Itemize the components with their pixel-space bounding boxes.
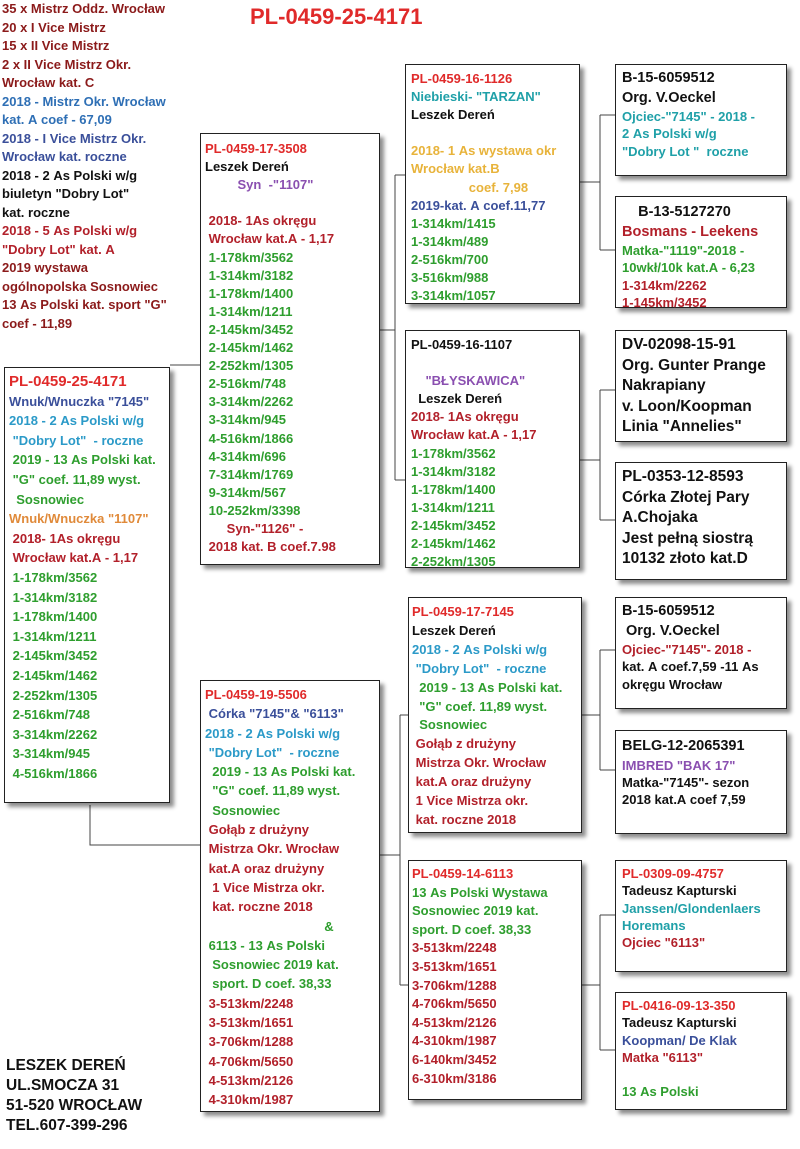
text-line: PL-0309-09-4757 (622, 866, 724, 881)
text-line: 2018 - 2 As Polski w/g (9, 413, 145, 429)
text-line: Wrocław kat.A - 1,17 (205, 231, 335, 247)
text-line: 3-314km/2262 (9, 726, 98, 742)
text-line: 2 As Polski w/g (622, 126, 717, 142)
text-line: Gołąb z drużyny (205, 822, 310, 838)
text-line: PL-0459-16-1126 (411, 71, 513, 86)
pedigree-box-mmf (615, 860, 787, 972)
text-line: 2-145km/3452 (205, 321, 294, 337)
text-line: Ojciec-"7145" - 2018 - (622, 109, 756, 124)
text-line: Leszek Dereń (411, 107, 495, 123)
text-line: 6113 - 13 As Polski (205, 937, 325, 953)
text-line: 3-314km/2262 (205, 394, 294, 410)
pedigree-box-fmf (615, 330, 787, 442)
text-line: 7-314km/1769 (205, 466, 294, 482)
text-line: ogólnopolska Sosnowiec (2, 278, 159, 294)
text-line: "Dobry Lot" - roczne (9, 432, 144, 448)
text-line: kat. roczne 2018 (412, 811, 517, 827)
text-line (622, 1066, 780, 1083)
text-line: 3-516km/988 (411, 270, 489, 286)
text-line: 1-314km/3182 (9, 589, 98, 605)
text-line: 1-178km/3562 (205, 249, 294, 265)
text-line: Mistrza Okr. Wrocław (412, 755, 547, 771)
text-line: 4-513km/2126 (205, 1072, 294, 1088)
text-line: 4-516km/1866 (205, 430, 294, 446)
text-line: PL-0459-17-7145 (412, 604, 514, 619)
text-line: Wnuk/Wnuczka "7145" (9, 393, 150, 409)
pedigree-box-subject (4, 367, 170, 803)
text-line: B-15-6059512 (622, 70, 715, 86)
text-line: coef - 11,89 (2, 315, 73, 331)
text-line: Jest pełną siostrą (622, 529, 753, 547)
text-line: 3-706km/1288 (205, 1034, 294, 1050)
breeder-city: 51-520 WROCŁAW (6, 1097, 143, 1114)
text-line: "G" coef. 11,89 wyst. (9, 471, 141, 487)
text-line: Sosnowiec 2019 kat. (205, 957, 339, 973)
text-line: kat. A coef - 67,09 (2, 112, 112, 127)
text-line: B-13-5127270 (622, 204, 731, 220)
text-line: Niebieski- "TARZAN" (411, 89, 541, 105)
text-line: & (205, 918, 334, 934)
text-line: 2018 - 2 As Polski w/g (412, 641, 548, 657)
text-line: A.Chojaka (622, 509, 698, 526)
text-line: 3-314km/945 (9, 746, 90, 762)
text-line: Córka "7145"& "6113" (205, 706, 344, 722)
breeder-street: UL.SMOCZA 31 (6, 1077, 120, 1094)
text-line: 4-310km/1987 (412, 1033, 497, 1049)
breeder-contact (6, 1056, 142, 1136)
pedigree-box-mother (200, 680, 380, 1112)
text-line: 3-314km/945 (205, 412, 286, 428)
text-line: 2018 - Mistrz Okr. Wrocław (2, 93, 166, 109)
text-line: 2-145km/1462 (205, 340, 294, 356)
text-line: DV-02098-15-91 (622, 336, 736, 353)
text-line: sport. D coef. 38,33 (205, 976, 332, 992)
text-line: PL-0416-09-13-350 (622, 998, 736, 1013)
text-line: 15 x II Vice Mistrz (2, 38, 110, 53)
text-line: "BŁYSKAWICA" (411, 373, 526, 389)
text-line: 2-516km/748 (205, 376, 286, 392)
text-line: Matka-"7145"- sezon (622, 774, 750, 790)
text-line: Wrocław kat.A - 1,17 (411, 427, 537, 443)
text-line: biuletyn "Dobry Lot" (2, 186, 130, 201)
text-line: Ojciec-"7145"- 2018 - (622, 642, 752, 657)
page-title: PL-0459-25-4171 (250, 4, 423, 29)
text-line: 2-252km/1305 (205, 358, 294, 374)
text-line: v. Loon/Koopman (622, 397, 752, 415)
text-line: 2018- 1As okręgu (411, 409, 519, 425)
text-line: "Dobry Lot " roczne (622, 143, 749, 159)
text-line: 6-140km/3452 (412, 1051, 497, 1067)
text-line: Leszek Dereń (411, 391, 503, 407)
breeder-name: LESZEK DEREŃ (6, 1057, 126, 1074)
text-line: Wrocław kat. roczne (2, 149, 127, 164)
text-line: 2 x II Vice Mistrz Okr. (2, 56, 132, 72)
text-line: Ojciec "6113" (622, 935, 706, 951)
pedigree-box-mff (615, 597, 787, 709)
text-line: 2-145km/1462 (9, 667, 98, 683)
pedigree-box-fmm (615, 462, 787, 580)
text-line: 1-314km/1211 (411, 499, 495, 515)
text-line: 2019 - 13 As Polski kat. (9, 452, 156, 468)
text-line (411, 124, 574, 142)
text-line: 1 Vice Mistrza okr. (205, 879, 325, 895)
pedigree-box-mfm (615, 730, 787, 834)
text-line: 10132 złoto kat.D (622, 550, 748, 567)
pedigree-box-paternal-grandfather (405, 64, 580, 304)
text-line: 2-516km/748 (9, 707, 90, 723)
text-line: 1-145km/3452 (622, 294, 707, 310)
text-line: PL-0459-17-3508 (205, 141, 307, 156)
text-line: B-15-6059512 (622, 603, 715, 619)
text-line: 1-314km/3182 (411, 463, 496, 479)
text-line: BELG-12-2065391 (622, 738, 745, 754)
text-line: Sosnowiec (412, 717, 488, 733)
text-line: 2-145km/3452 (411, 517, 496, 533)
text-line: 13 As Polski Wystawa (412, 884, 548, 900)
text-line: Wrocław kat. C (2, 75, 95, 90)
text-line: 2-516km/700 (411, 251, 489, 267)
text-line: 2018 kat.A coef 7,59 (622, 792, 746, 808)
text-line: IMBRED "BAK 17" (622, 757, 736, 773)
text-line: Mistrza Okr. Wrocław (205, 841, 340, 857)
text-line: 1-178km/3562 (411, 445, 496, 461)
text-line: Gołąb z drużyny (412, 736, 517, 752)
text-line: "G" coef. 11,89 wyst. (205, 783, 341, 799)
text-line: 2018 - 5 As Polski w/g (2, 223, 138, 238)
text-line: 3-706km/1288 (412, 977, 497, 993)
text-line: 4-706km/5650 (412, 996, 497, 1012)
text-line: "G" coef. 11,89 wyst. (412, 698, 548, 714)
text-line: "Dobry Lot" - roczne (412, 660, 547, 676)
text-line: 1-314km/2262 (622, 277, 707, 293)
pedigree-box-fff (615, 64, 787, 176)
text-line: 2018 - 2 As Polski w/g (2, 167, 138, 183)
text-line: 2018- 1 As wystawa okr (411, 143, 557, 159)
text-line: 2018 - I Vice Mistrz Okr. (2, 130, 147, 146)
text-line: 13 As Polski kat. sport "G" (2, 297, 167, 312)
text-line: kat.A oraz drużyny (412, 774, 532, 790)
text-line: 2019 - 13 As Polski kat. (205, 764, 356, 780)
text-line: 1-314km/1211 (205, 303, 293, 319)
text-line: Sosnowiec (9, 491, 85, 507)
text-line: PL-0459-19-5506 (205, 687, 307, 702)
text-line: Koopman/ De Klak (622, 1032, 737, 1048)
text-line: 3-314km/1057 (411, 288, 496, 304)
text-line: PL-0459-25-4171 (9, 373, 127, 390)
text-line: Sosnowiec 2019 kat. (412, 903, 539, 919)
text-line (411, 354, 574, 372)
text-line: "Dobry Lot" - roczne (205, 744, 340, 760)
text-line: 2019 wystawa (2, 260, 89, 275)
text-line: okręgu Wrocław (622, 676, 723, 692)
achievements-list (2, 0, 167, 333)
pedigree-box-maternal-grandfather (408, 597, 582, 833)
text-line: Córka Złotej Pary (622, 488, 750, 506)
text-line: Matka "6113" (622, 1049, 703, 1065)
text-line: 10-252km/3398 (205, 502, 301, 518)
text-line: 9-314km/567 (205, 484, 286, 500)
text-line: 1-314km/1415 (411, 215, 496, 231)
pedigree-box-mmm (615, 992, 787, 1110)
text-line: kat. roczne (2, 204, 70, 220)
text-line: Wrocław kat.A - 1,17 (9, 550, 139, 566)
text-line: PL-0353-12-8593 (622, 468, 744, 485)
text-line: 1-178km/1400 (9, 609, 98, 625)
text-line: Wnuk/Wnuczka "1107" (9, 511, 149, 527)
text-line: "Dobry Lot" kat. A (2, 241, 115, 257)
text-line: 2-252km/1305 (411, 554, 496, 570)
text-line: Linia "Annelies" (622, 418, 742, 435)
connector-subject-mother (90, 805, 200, 845)
text-line: 3-513km/2248 (412, 940, 497, 956)
text-line: 4-516km/1866 (9, 765, 98, 781)
text-line: 2018- 1As okręgu (9, 530, 121, 546)
text-line: kat. roczne 2018 (205, 899, 313, 915)
text-line: 4-314km/696 (205, 448, 286, 464)
text-line: Nakrapiany (622, 377, 706, 394)
text-line: 1-314km/489 (411, 233, 489, 249)
text-line: kat.A oraz drużyny (205, 860, 325, 876)
text-line: 1-314km/1211 (9, 628, 97, 644)
text-line: Leszek Dereń (412, 622, 496, 638)
text-line: 1-178km/3562 (9, 569, 98, 585)
text-line: 35 x Mistrz Oddz. Wrocław (2, 1, 166, 16)
text-line: 3-513km/2248 (205, 995, 294, 1011)
text-line: sport. D coef. 38,33 (412, 921, 532, 937)
text-line (205, 194, 375, 212)
pedigree-box-maternal-grandmother (408, 860, 582, 1100)
pedigree-box-ffm (615, 196, 787, 308)
breeder-phone: TEL.607-399-296 (6, 1117, 128, 1134)
text-line: coef. 7,98 (411, 179, 529, 195)
text-line: 2-145km/3452 (9, 648, 98, 664)
text-line: 1-178km/1400 (411, 481, 496, 497)
text-line: 1-314km/3182 (205, 267, 294, 283)
text-line: Wrocław kat.B (411, 161, 500, 177)
text-line: Tadeusz Kapturski (622, 883, 737, 899)
text-line: Sosnowiec (205, 802, 281, 818)
text-line: 2-252km/1305 (9, 687, 98, 703)
text-line: 2-145km/1462 (411, 536, 496, 552)
text-line: Horemans (622, 917, 686, 933)
text-line: 4-310km/1987 (205, 1092, 294, 1108)
text-line: 2018 kat. B coef.7.98 (205, 539, 336, 555)
text-line: 6-310km/3186 (412, 1070, 497, 1086)
text-line: 1 Vice Mistrza okr. (412, 793, 529, 809)
text-line: 13 As Polski (622, 1084, 699, 1100)
text-line: 2018- 1As okręgu (205, 213, 317, 229)
text-line: Org. Gunter Prange (622, 356, 766, 374)
text-line: 4-706km/5650 (205, 1053, 294, 1069)
text-line: 2019 - 13 As Polski kat. (412, 679, 563, 695)
text-line: Org. V.Oeckel (622, 622, 720, 639)
text-line: Tadeusz Kapturski (622, 1015, 737, 1031)
text-line: 3-513km/1651 (412, 958, 497, 974)
text-line: PL-0459-14-6113 (412, 866, 514, 881)
pedigree-box-father (200, 133, 380, 565)
text-line: Matka-"1119"-2018 - (622, 243, 745, 258)
text-line: Janssen/Glondenlaers (622, 900, 761, 916)
text-line: 2019-kat. A coef.11,77 (411, 197, 546, 213)
text-line: Syn-"1126" - (205, 520, 304, 536)
text-line: Bosmans - Leekens (622, 223, 759, 240)
text-line: PL-0459-16-1107 (411, 337, 513, 352)
text-line: 3-513km/1651 (205, 1015, 294, 1031)
text-line: 2018 - 2 As Polski w/g (205, 725, 341, 741)
text-line: 20 x I Vice Mistrz (2, 19, 106, 35)
text-line: 10wkł/10k kat.A - 6,23 (622, 260, 755, 276)
pedigree-box-paternal-grandmother (405, 330, 580, 568)
text-line: Org. V.Oeckel (622, 89, 716, 106)
text-line: 4-513km/2126 (412, 1014, 497, 1030)
text-line: 1-178km/1400 (205, 285, 294, 301)
text-line: Syn -"1107" (205, 177, 314, 193)
text-line: kat. A coef.7,59 -11 As (622, 659, 759, 675)
text-line: Leszek Dereń (205, 159, 289, 175)
